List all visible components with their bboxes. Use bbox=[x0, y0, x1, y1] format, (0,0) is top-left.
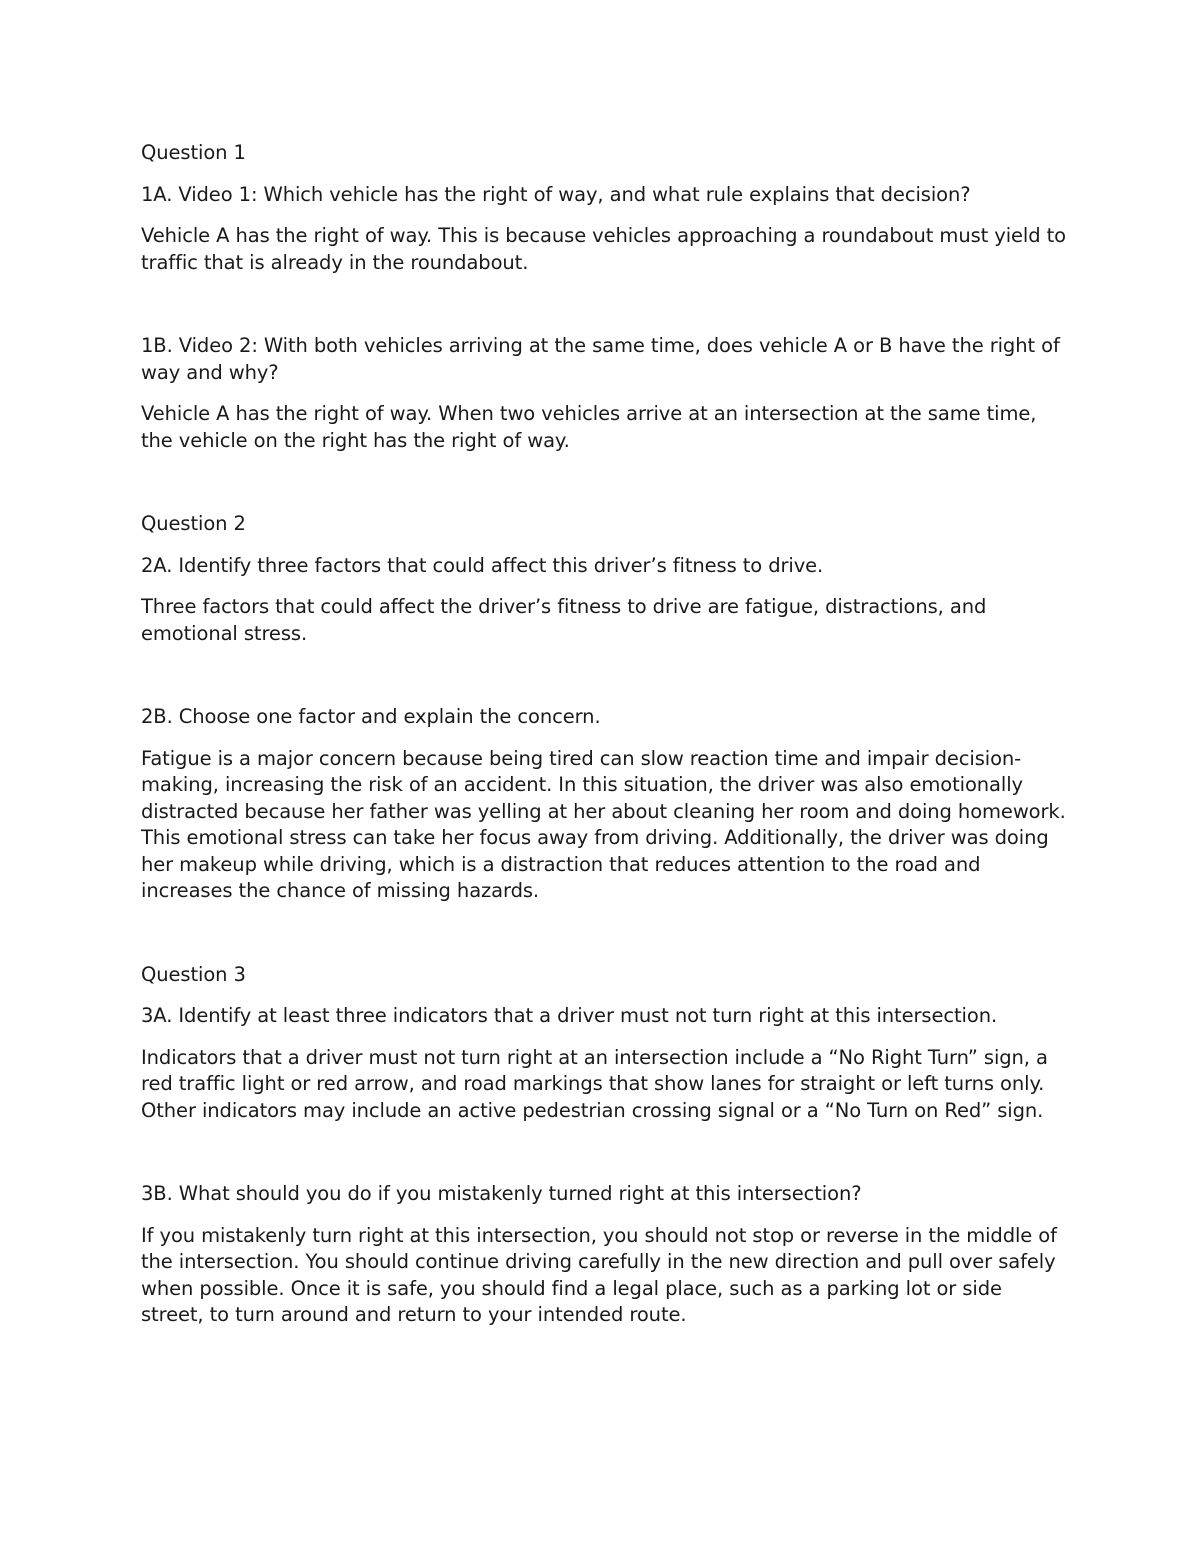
answer-1b: Vehicle A has the right of way. When two vehicles arrive at an intersection at the same time, the vehicle on the right has the right of way. bbox=[141, 402, 1037, 452]
document-page bbox=[141, 140, 1066, 1386]
question-1b: 1B. Video 2: With both vehicles arriving at the same time, does vehicle A or B have the right of way and why? bbox=[141, 334, 1060, 384]
question-1a: 1A. Video 1: Which vehicle has the right of way, and what rule explains that decision? bbox=[141, 182, 971, 206]
answer-2a: Three factors that could affect the driver’s fitness to drive are fatigue, distractions, and emotional stress. bbox=[141, 595, 987, 645]
answer-2b: Fatigue is a major concern because being tired can slow reaction time and impair decision-making, increasing the risk of an accident. In this situation, the driver was also emotionally distracted because her father was yelling at her about cleaning her room and doing homework. This emotional stress can take her focus away from driving. Additionally, the driver was doing her makeup while driving, which is a distraction that reduces attention to the road and increases the chance of missing hazards. bbox=[141, 746, 1066, 902]
answer-3a: Indicators that a driver must not turn right at an intersection include a “No Right Turn” sign, a red traffic light or red arrow, and road markings that show lanes for straight or left turns only. Other indicators may include an active pedestrian crossing signal or a “No Turn on Red” sign. bbox=[141, 1045, 1048, 1122]
question-2b: 2B. Choose one factor and explain the concern. bbox=[141, 705, 601, 728]
section-heading-2: Question 2 bbox=[141, 512, 246, 535]
question-3b: 3B. What should you do if you mistakenly turned right at this intersection? bbox=[141, 1182, 862, 1205]
answer-3b: If you mistakenly turn right at this intersection, you should not stop or reverse in the middle of the intersection. You should continue driving carefully in the new direction and pull over safely when possible. Once it is safe, you should find a legal place, such as a parking lot or side street, to turn around and return to your intended route. bbox=[141, 1223, 1057, 1326]
section-heading-1: Question 1 bbox=[141, 141, 246, 164]
question-2a: 2A. Identify three factors that could affect this driver’s fitness to drive. bbox=[141, 553, 824, 577]
answer-1a: Vehicle A has the right of way. This is because vehicles approaching a roundabout must yield to traffic that is already in the roundabout. bbox=[141, 224, 1067, 274]
section-heading-3: Question 3 bbox=[141, 962, 246, 986]
question-3a: 3A. Identify at least three indicators that a driver must not turn right at this intersection. bbox=[141, 1004, 998, 1027]
